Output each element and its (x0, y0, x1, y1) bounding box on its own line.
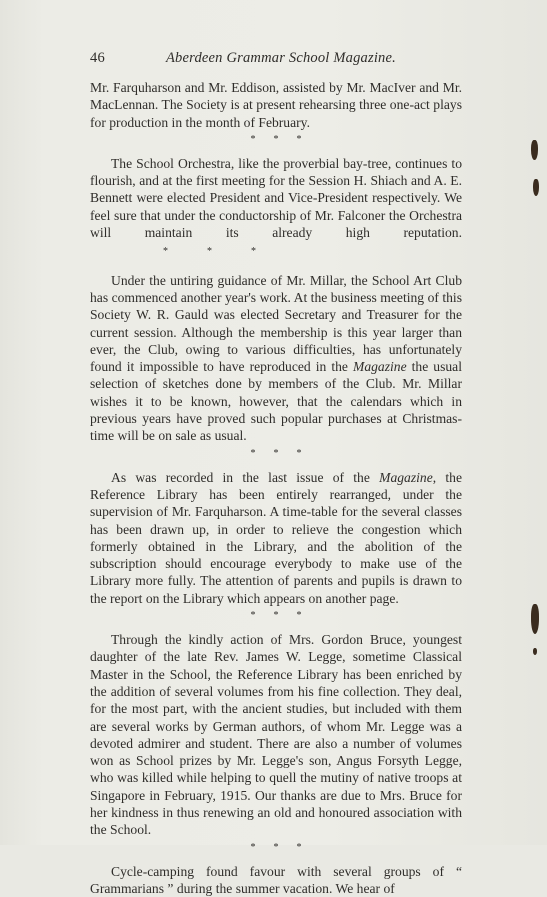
section-separator: * * * (250, 133, 302, 145)
paragraph-reference-library: As was recorded in the last issue of the Magazine, the Reference Library has been entirely rearranged, under the supervision of Mr. Farquharson. A time-table for the several classes has been drawn up, in order to relieve the congestion which formerly obtained in the Library, and the abolition of the subscription should encourage everybody to make use of the Library more fully. The attention of parents and pupils is drawn to the report on the Library which appears on another page. (90, 469, 462, 606)
section-separator: * * * (250, 610, 302, 622)
page-header (90, 50, 462, 70)
paragraph-legge-bequest: Through the kindly action of Mrs. Gordon Bruce, youngest daughter of the late Rev. James W. Legge, sometime Classical Master in the School, the Reference Library has been enriched by the addition of several volumes from his fine collection. They deal, for the most part, with the ancient studies, but included with them are several works by German authors, of whom Mr. Legge was a devoted admirer and student. There are also a number of volumes won as School prizes by Mr. Legge's son, Angus Forsyth Legge, who was killed while helping to quell the mutiny of native troops at Singapore in February, 1915. Our thanks are due to Mrs. Bruce for her kindness in thus renewing an old and honoured association with the School. (90, 632, 462, 838)
paragraph-art-club: Under the untiring guidance of Mr. Millar, the School Art Club has commenced another year's work. At the business meeting of this Society W. R. Gauld was elected Secretary and Treasurer for the current session. Although the membership is this year larger than ever, the Club, owing to various difficulties, has unfortunately found it impossible to have reproduced in the Magazine the usual selection of sketches done by members of the Club. Mr. Millar wishes it to be known, however, that the calendars which in previous years have proved such popular purchases at Christmas-time will be on sale as usual. (90, 272, 462, 444)
paragraph-dramatic-society: Mr. Farquharson and Mr. Eddison, assisted by Mr. MacIver and Mr. MacLennan. The Society is at present rehearsing three one-act plays for production in the month of February. (90, 80, 462, 130)
binding-hole-mark (533, 648, 537, 655)
binding-hole-mark (531, 140, 538, 160)
binding-hole-mark (531, 604, 539, 634)
section-separator: * * * (163, 246, 256, 258)
page-number: 46 (90, 50, 105, 66)
section-separator: * * * (250, 447, 302, 459)
paragraph-orchestra: The School Orchestra, like the proverbial bay-tree, continues to flourish, and at the first meeting for the Session H. Shiach and A. E. Bennett were elected President and Vice-President respectively. We feel sure that under the conductorship of Mr. Falconer the Orchestra will maintain its already high reputation.* * * (90, 155, 462, 261)
binding-hole-mark (533, 179, 539, 196)
section-separator: * * * (250, 841, 302, 853)
paragraph-cycle-camping: Cycle-camping found favour with several groups of “ Grammarians ” during the summer vacation. We hear of (90, 863, 462, 896)
article-body (90, 79, 462, 897)
running-title: Aberdeen Grammar School Magazine. (166, 50, 396, 66)
